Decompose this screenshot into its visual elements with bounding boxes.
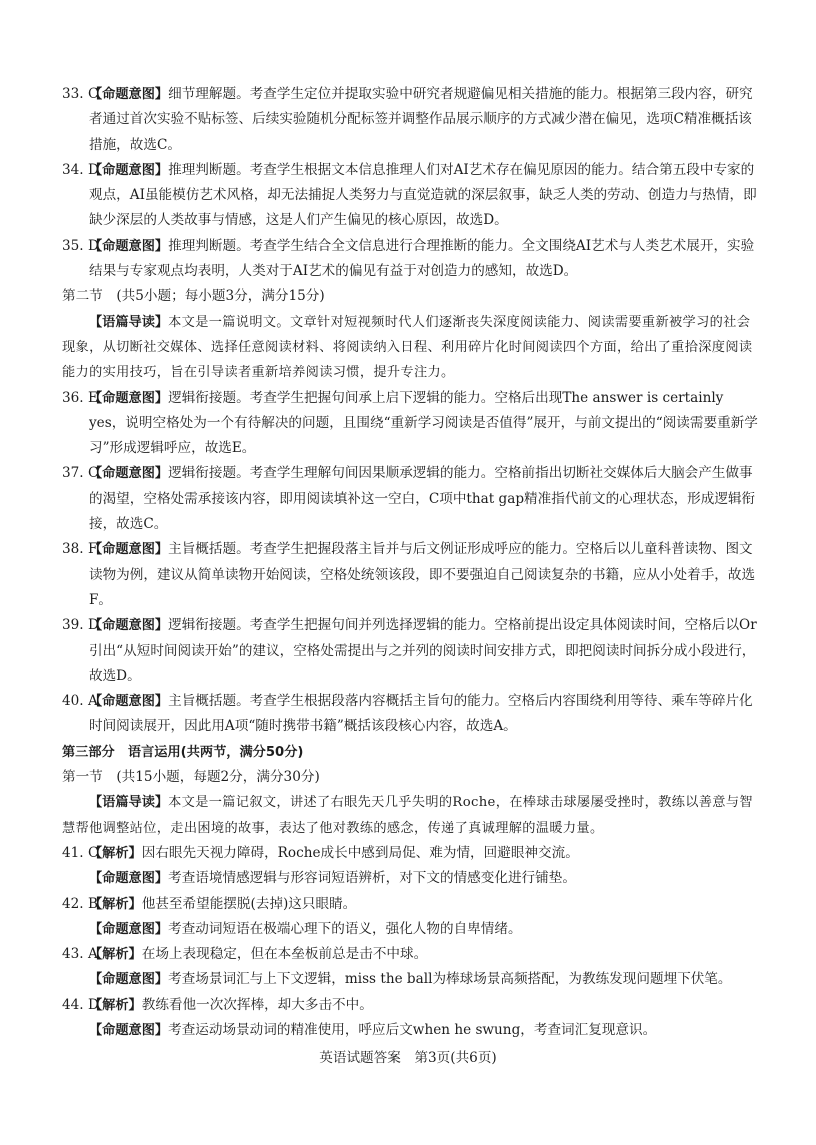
guide-tag: 【语篇导读】 [89,314,169,330]
item-tag: 【命题意图】 [89,618,169,634]
section-heading: 第一节 (共15小题，每题2分，满分30分) [62,769,320,786]
intent-text: 考查运动场景动词的精准使用，呼应后文when he swung，考查词汇复现意识。 [168,1021,657,1038]
answer-item-36 [62,386,758,462]
intent-tag: 【命题意图】 [89,921,169,937]
item-tag: 【命题意图】 [89,390,169,406]
item-text: 主旨概括题。考查学生把握段落主旨并与后文例证形成呼应的能力。空格后以儿童科普读物、图文读物为例，建议从简单读物开始阅读，空格处统领该段，即不要强迫自己阅读复杂的书籍，应从小处着手，故选F。 [89,541,756,608]
item-tag: 【命题意图】 [89,694,169,710]
analysis-text: 他甚至希望能摆脱(去掉)这只眼睛。 [141,895,357,912]
analysis-tag: 【解析】 [89,845,142,861]
item-number: 35. D [62,237,99,254]
guide-text: 本文是一篇说明文。文章针对短视频时代人们逐渐丧失深度阅读能力、阅读需要重新被学习的社会现象，从切断社交媒体、选择任意阅读材料、将阅读纳入日程、利用碎片化时间阅读四个方面，给出了重拾深度阅读能力的实用技巧，旨在引导读者重新培养阅读习惯，提升专注力。 [62,314,753,381]
item-number: 38. F [62,541,98,558]
intent-tag: 【命题意图】 [89,1022,169,1038]
item-number: 37. C [62,465,99,482]
item-number: 36. E [62,389,98,406]
answer-item-38 [62,537,758,613]
analysis-text: 教练看他一次次挥棒，却大多击不中。 [141,996,373,1013]
item-tag: 【命题意图】 [89,87,169,102]
intent-text: 考查语境情感逻辑与形容词短语辨析，对下文的情感变化进行铺垫。 [168,870,576,887]
analysis-tag: 【解析】 [89,997,142,1013]
item-number: 44. D [62,996,99,1013]
intent-text: 考查场景词汇与上下文逻辑，miss the ball为棒球场景高频搭配，为教练发现问题埋下伏笔。 [168,971,732,988]
part-heading: 第三部分 语言运用(共两节，满分50分) [62,744,304,760]
item-tag: 【命题意图】 [89,162,169,178]
item-text: 推理判断题。考查学生结合全文信息进行合理推断的能力。全文围绕AI艺术与人类艺术展开，实验结果与专家观点均表明，人类对于AI艺术的偏见有益于对创造力的感知，故选D。 [89,237,755,280]
intent-line [62,866,758,891]
answer-item-40 [62,689,758,740]
item-number: 42. B [62,895,98,912]
item-text: 逻辑衔接题。考查学生把握句间承上启下逻辑的能力。空格后出现The answer is certainly yes，说明空格处为一个有待解决的问题，且围绕“重新学习阅读是否值得”展开，与前文提出的“阅读需要重新学习”形成逻辑呼应，故选E。 [89,389,758,457]
analysis-text: 因右眼先天视力障碍，Roche成长中感到局促、难为情，回避眼神交流。 [141,844,579,861]
intent-line [62,917,758,942]
answer-item-41 [62,841,758,866]
item-text: 逻辑衔接题。考查学生把握句间并列选择逻辑的能力。空格前提出设定具体阅读时间，空格后以Or引出“从短时间阅读开始”的建议，空格处需提出与之并列的阅读时间安排方式，即把阅读时间拆分成小段进行，故选D。 [89,617,757,684]
item-text: 主旨概括题。考查学生根据段落内容概括主旨句的能力。空格后内容围绕利用等待、乘车等碎片化时间阅读展开，因此用A项“随时携带书籍”概括该段核心内容，故选A。 [89,693,753,735]
analysis-text: 在场上表现稳定，但在本垒板前总是击不中球。 [141,946,428,963]
item-number: 33. C [62,86,99,102]
answer-item-44 [62,993,758,1018]
item-text: 逻辑衔接题。考查学生理解句间因果顺承逻辑的能力。空格前指出切断社交媒体后大脑会产生做事的渴望，空格处需承接该内容，即用阅读填补这一空白，C项中that gap精准指代前文的心理状态，形成逻辑衔接，故选C。 [89,465,756,533]
item-tag: 【命题意图】 [89,542,169,558]
item-tag: 【命题意图】 [89,238,169,254]
item-text: 推理判断题。考查学生根据文本信息推理人们对AI艺术存在偏见原因的能力。结合第五段中专家的观点，AI虽能模仿艺术风格，却无法捕捉人类努力与直觉造就的深层叙事，缺乏人类的劳动、创造力与热情，即缺少深层的人类故事与情感，这是人们产生偏见的核心原因，故选D。 [89,161,757,229]
item-tag: 【命题意图】 [89,466,169,482]
intent-line [62,1018,758,1043]
guide-tag: 【语篇导读】 [89,795,169,811]
answer-item-42 [62,892,758,917]
page-footer: 英语试题答案 第3页(共6页) [319,1050,497,1066]
passage-guide [62,310,758,386]
item-number: 34. D [62,161,99,178]
intent-text: 考查动词短语在极端心理下的语义，强化人物的自卑情绪。 [168,920,522,937]
item-number: 39. D [62,617,99,634]
analysis-tag: 【解析】 [89,947,142,963]
passage-guide [62,790,758,841]
answer-item-34 [62,158,758,234]
section-heading: 第二节 (共5小题；每小题3分，满分15分) [62,288,325,305]
answer-item-33 [62,82,758,158]
intent-line [62,967,758,992]
item-text: 细节理解题。考查学生定位并提取实验中研究者规避偏见相关措施的能力。根据第三段内容，研究者通过首次实验不贴标签、后续实验随机分配标签并调整作品展示顺序的方式减少潜在偏见，选项C精准概括该措施，故选C。 [89,86,753,153]
answer-item-39 [62,613,758,689]
item-number: 43. A [62,946,98,963]
intent-tag: 【命题意图】 [89,972,169,988]
item-number: 41. C [62,844,99,861]
answer-item-43 [62,942,758,967]
analysis-tag: 【解析】 [89,896,142,912]
intent-tag: 【命题意图】 [89,871,169,887]
answer-item-37 [62,461,758,537]
guide-text: 本文是一篇记叙文，讲述了右眼先天几乎失明的Roche，在棒球击球屡屡受挫时，教练以善意与智慧帮他调整站位，走出困境的故事，表达了他对教练的感念，传递了真诚理解的温暖力量。 [62,795,753,836]
item-number: 40. A [62,693,98,710]
answer-item-35 [62,234,758,285]
